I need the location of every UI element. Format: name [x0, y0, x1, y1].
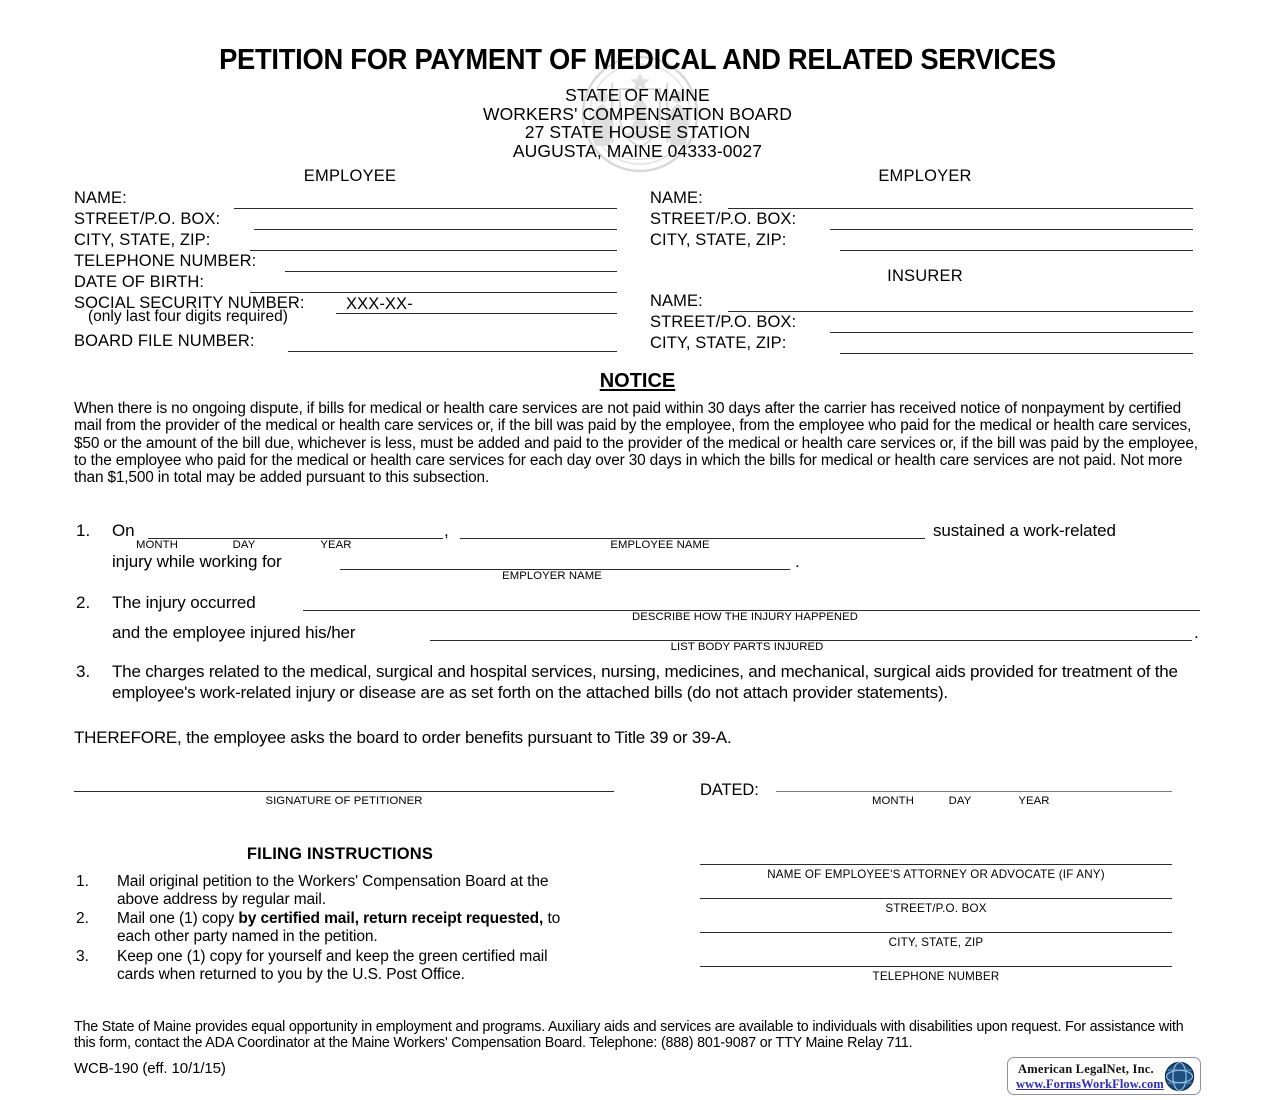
- filing-item-2-pre: Mail one (1) copy: [117, 910, 239, 927]
- employee-dob-field[interactable]: [74, 272, 619, 294]
- employer-name-field[interactable]: [650, 188, 1195, 210]
- dated-rule[interactable]: [776, 791, 1172, 792]
- ada-notice-text: The State of Maine provides equal opportunity in employment and programs. Auxiliary aids and services are available to individuals with disabilities upon request. For assistance with this form, contact the ADA Coordinator at the Maine Workers' Compensation Board. Telephone: (888) 801-9087 or TTY Maine Relay 711.: [74, 1019, 1184, 1051]
- employee-telephone-field[interactable]: [74, 251, 619, 273]
- caption-body-parts: LIST BODY PARTS INJURED: [670, 641, 824, 653]
- attorney-street-rule[interactable]: [700, 898, 1172, 899]
- caption-dated-day: DAY: [948, 795, 972, 807]
- caption-employer-name: EMPLOYER NAME: [502, 570, 602, 582]
- filing-item-2-text: [117, 910, 595, 945]
- insurer-city-label: CITY, STATE, ZIP:: [650, 334, 787, 352]
- therefore-statement: THEREFORE, the employee asks the board to order benefits pursuant to Title 39 or 39-A.: [74, 728, 732, 747]
- agency-line-state: STATE OF MAINE: [565, 85, 710, 105]
- caption-month: MONTH: [136, 539, 178, 551]
- employer-city-label: CITY, STATE, ZIP:: [650, 231, 787, 249]
- employee-ssn-value: XXX-XX-: [346, 295, 413, 313]
- insurer-name-field[interactable]: [650, 291, 1195, 313]
- clause-1-line2-tail: .: [795, 552, 800, 571]
- caption-dated-month: MONTH: [872, 795, 914, 807]
- form-code-text: WCB-190 (eff. 10/1/15): [74, 1060, 226, 1077]
- attorney-telephone-rule[interactable]: [700, 966, 1172, 967]
- american-legalnet-logo[interactable]: [1007, 1057, 1201, 1095]
- employer-city-field[interactable]: [650, 230, 1195, 252]
- filing-item-2-bold: by certified mail, return receipt requested,: [238, 910, 544, 927]
- globe-icon: [1164, 1061, 1195, 1092]
- clause-1-tail: sustained a work-related: [933, 521, 1116, 540]
- notice-heading: NOTICE: [599, 370, 676, 392]
- caption-attorney-telephone: TELEPHONE NUMBER: [872, 970, 1000, 983]
- legalnet-company-name: American LegalNet, Inc.: [1018, 1062, 1154, 1076]
- agency-line-board: WORKERS' COMPENSATION BOARD: [482, 103, 793, 124]
- filing-item-2-number: 2.: [76, 910, 89, 927]
- page-title: PETITION FOR PAYMENT OF MEDICAL AND RELATED SERVICES: [219, 44, 1056, 76]
- signature-rule[interactable]: [74, 791, 614, 792]
- insurer-city-rule: [840, 353, 1193, 354]
- employee-telephone-label: TELEPHONE NUMBER:: [74, 252, 257, 270]
- attorney-city-rule[interactable]: [700, 932, 1172, 933]
- filing-item-2-post: to each other party named in the petition.: [117, 910, 561, 945]
- employer-section-heading: EMPLOYER: [878, 167, 972, 185]
- agency-line-city: AUGUSTA, MAINE 04333-0027: [512, 140, 763, 161]
- caption-attorney-name: NAME OF EMPLOYEE'S ATTORNEY OR ADVOCATE (IF ANY): [767, 868, 1105, 881]
- dated-label: DATED:: [700, 781, 759, 799]
- insurer-street-label: STREET/P.O. BOX:: [650, 313, 797, 331]
- employee-section-heading: EMPLOYEE: [303, 167, 397, 185]
- employee-street-field[interactable]: [74, 209, 619, 231]
- agency-line-station: 27 STATE HOUSE STATION: [524, 122, 751, 143]
- employer-street-label: STREET/P.O. BOX:: [650, 210, 797, 228]
- insurer-street-field[interactable]: [650, 312, 1195, 334]
- caption-attorney-street: STREET/P.O. BOX: [885, 902, 987, 915]
- caption-day: DAY: [232, 539, 256, 551]
- employee-ssn-rule: [336, 313, 617, 314]
- filing-item-1-number: 1.: [76, 873, 89, 890]
- employer-name-label: NAME:: [650, 189, 703, 207]
- caption-describe-injury: DESCRIBE HOW THE INJURY HAPPENED: [631, 611, 859, 623]
- insurer-city-field[interactable]: [650, 333, 1195, 355]
- filing-instructions-heading: FILING INSTRUCTIONS: [246, 845, 434, 863]
- clause-1-comma: ,: [444, 521, 449, 540]
- clause-3-number: 3.: [76, 662, 91, 681]
- employee-board-file-field[interactable]: [74, 331, 619, 353]
- employer-city-rule: [840, 250, 1193, 251]
- employee-name-label: NAME:: [74, 189, 127, 207]
- employee-city-field[interactable]: [74, 230, 619, 252]
- employee-street-label: STREET/P.O. BOX:: [74, 210, 221, 228]
- insurer-section-heading: INSURER: [887, 267, 963, 285]
- attorney-name-rule[interactable]: [700, 864, 1172, 865]
- filing-item-3-number: 3.: [76, 948, 89, 965]
- clause-2-line2-lead: and the employee injured his/her: [112, 623, 356, 642]
- employer-street-field[interactable]: [650, 209, 1195, 231]
- employee-board-file-rule: [288, 351, 617, 352]
- clause-2-lead: The injury occurred: [112, 593, 256, 612]
- filing-item-3-text: [117, 948, 587, 983]
- caption-employee-name: EMPLOYEE NAME: [610, 539, 710, 551]
- notice-body-text: When there is no ongoing dispute, if bills for medical or health care services are not paid within 30 days after the carrier has received notice of nonpayment by certified mail from the provider of the medical or health care services or, if the bill was paid by the employee, from the employee who paid for the medical or health care services, $50 or the amount of the bill due, whichever is less, must be added and paid to the provider of the medical or health care services or, if the bill was paid by the employee, to the employee who paid for the medical or health care services for each day over 30 days in which the bills for medical or health care services are not paid. Not more than $1,500 in total may be added pursuant to this subsection.: [74, 400, 1198, 487]
- agency-address-block: [0, 86, 1275, 160]
- insurer-name-label: NAME:: [650, 292, 703, 310]
- clause-2-line2-tail: .: [1194, 623, 1199, 642]
- clause-1-number: 1.: [76, 521, 91, 540]
- filing-item-3-pre: Keep one (1) copy for yourself and keep the green certified mail cards when returned to you by the U.S. Post Office.: [117, 948, 548, 983]
- filing-item-1-pre: Mail original petition to the Workers' Compensation Board at the above address by regular mail.: [117, 873, 549, 908]
- clause-1-lead: On: [112, 521, 135, 540]
- employee-ssn-note: (only last four digits required): [88, 308, 288, 325]
- clause-2-number: 2.: [76, 593, 91, 612]
- caption-dated-year: YEAR: [1018, 795, 1050, 807]
- clause-3-text: The charges related to the medical, surgical and hospital services, nursing, medicines, and mechanical, surgical aids provided for treatment of the employee's work-related injury or disease are as set forth on the attached bills (do not attach provider statements).: [112, 662, 1178, 702]
- employee-ssn-label: SOCIAL SECURITY NUMBER:: [74, 294, 305, 312]
- employee-city-label: CITY, STATE, ZIP:: [74, 231, 211, 249]
- caption-attorney-city: CITY, STATE, ZIP: [888, 936, 984, 949]
- legalnet-url-link[interactable]: www.FormsWorkFlow.com: [1016, 1077, 1164, 1091]
- caption-signature-of-petitioner: SIGNATURE OF PETITIONER: [265, 795, 423, 807]
- employee-board-file-label: BOARD FILE NUMBER:: [74, 332, 255, 350]
- filing-item-1-text: [117, 873, 587, 908]
- clause-1-line2-lead: injury while working for: [112, 552, 282, 571]
- employee-dob-label: DATE OF BIRTH:: [74, 273, 205, 291]
- clause-1-date-rule[interactable]: [148, 538, 443, 539]
- employee-name-field[interactable]: [74, 188, 619, 210]
- caption-year: YEAR: [320, 539, 352, 551]
